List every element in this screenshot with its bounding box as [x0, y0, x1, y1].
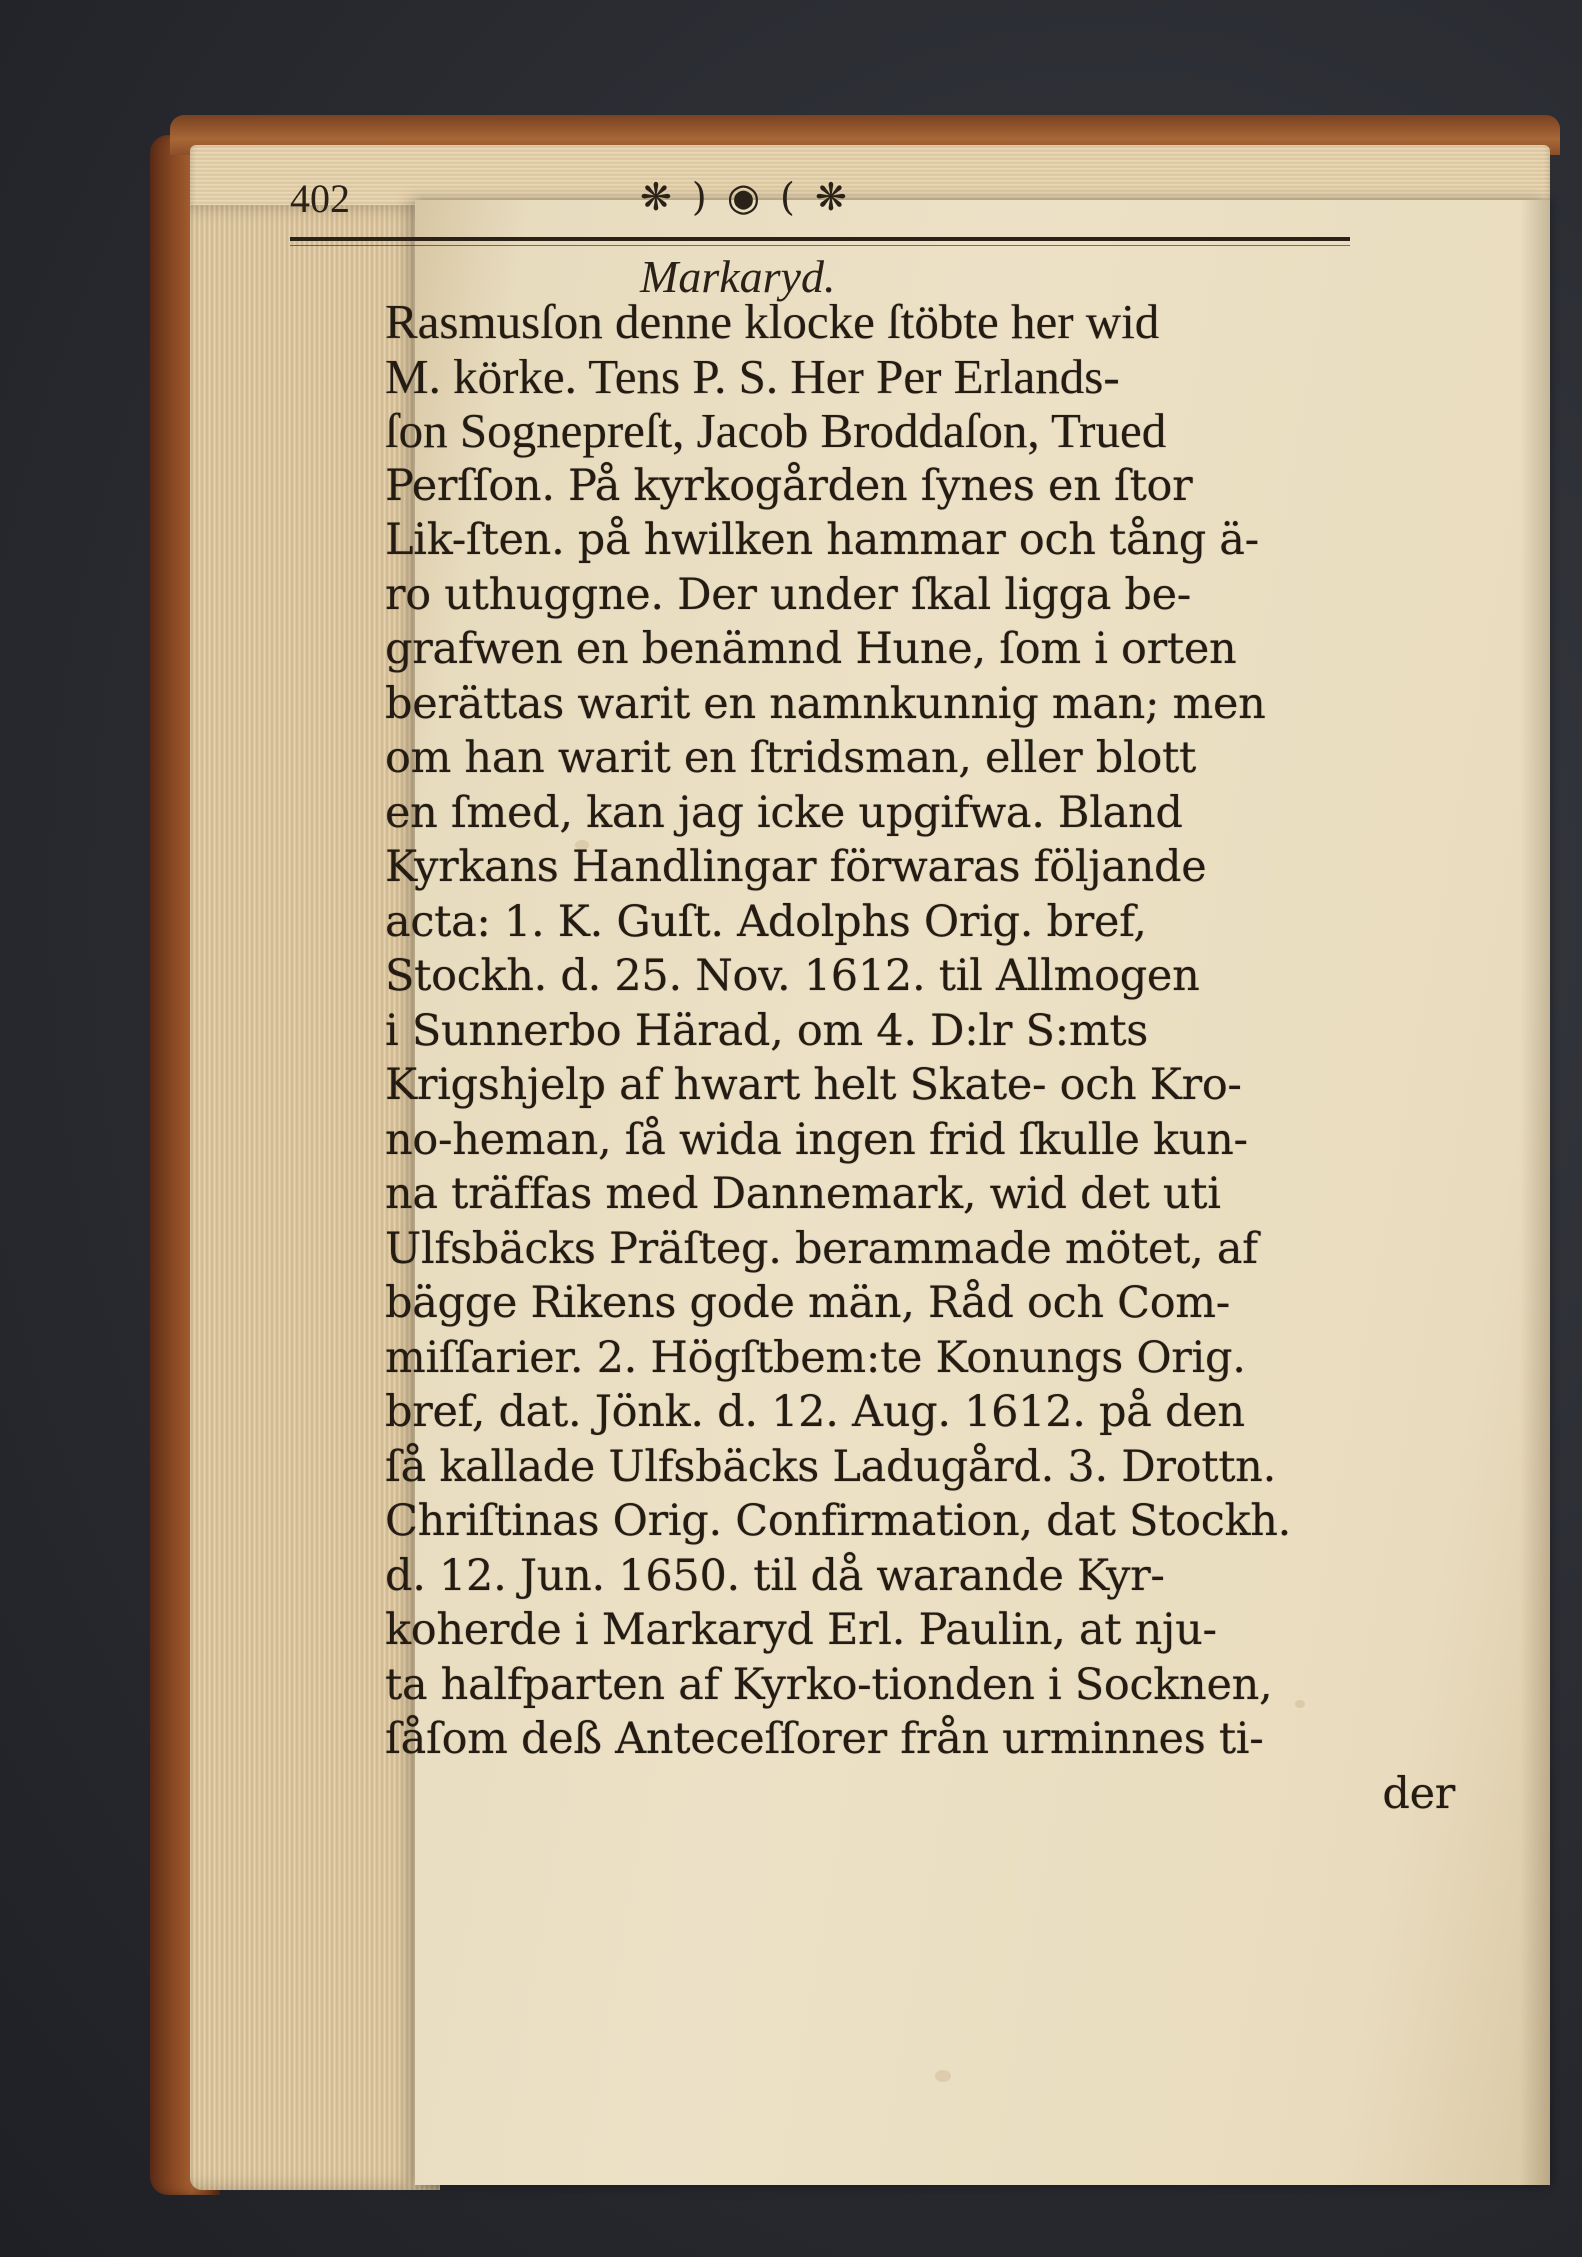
- text-line: M. körke. Tens P. S. Her Per Erlands-: [385, 348, 1120, 404]
- text-line: en ſmed, kan jag icke upgifwa. Bland: [385, 787, 1183, 838]
- text-line: no-heman, ſå wida ingen frid ſkulle kun-: [385, 1114, 1248, 1165]
- text-line: ſåſom deß Anteceſſorer från urminnes ti-: [385, 1714, 1264, 1764]
- text-line: Rasmusſon denne klocke ſtöbte her wid: [385, 294, 1160, 349]
- page-gutter-shadow: [1520, 200, 1550, 2185]
- text-line: Perſſon. På kyrkogården ſynes en ſtor: [385, 460, 1193, 511]
- text-line: ro uthuggne. Der under ſkal ligga be-: [385, 569, 1192, 620]
- running-header: [290, 175, 1360, 255]
- page-number: 402: [290, 176, 350, 221]
- text-line: berättas warit en namnkunnig man; men: [385, 678, 1266, 729]
- text-line: miſſarier. 2. Högſtbem:te Konungs Orig.: [385, 1332, 1246, 1383]
- text-line: grafwen en benämnd Hune, ſom i orten: [385, 624, 1237, 674]
- section-title: Markaryd.: [640, 251, 836, 302]
- text-line: bägge Rikens gode män, Råd och Com-: [385, 1278, 1231, 1328]
- text-line: ta halfparten af Kyrko-tionden i Socknen,: [385, 1659, 1273, 1710]
- header-rule: [290, 237, 1350, 241]
- text-line: Lik-ſten. på hwilken hammar och tång ä-: [385, 515, 1259, 565]
- header-rule-thin: [290, 245, 1350, 246]
- text-line: acta: 1. K. Guſt. Adolphs Orig. bref,: [385, 896, 1147, 947]
- foxing-spot: [935, 2070, 951, 2082]
- text-line: bref, dat. Jönk. d. 12. Aug. 1612. på den: [385, 1387, 1245, 1437]
- text-line: i Sunnerbo Härad, om 4. D:lr S:mts: [385, 1005, 1149, 1056]
- text-line: Kyrkans Handlingar förwaras följande: [385, 842, 1207, 892]
- text-line: Ulfsbäcks Präſteg. berammade mötet, af: [385, 1223, 1258, 1274]
- text-line: na träffas med Dannemark, wid det uti: [385, 1169, 1221, 1219]
- text-line: om han warit en ſtridsman, eller blott: [385, 733, 1197, 783]
- text-line: koherde i Markaryd Erl. Paulin, at nju-: [385, 1605, 1217, 1655]
- text-line: ſå kallade Ulfsbäcks Ladugård. 3. Drottn.: [385, 1441, 1276, 1492]
- body-text: [385, 295, 1510, 1821]
- text-line: ſon Sognepreſt, Jacob Broddaſon, Trued: [385, 403, 1167, 458]
- text-line: d. 12. Jun. 1650. til då warande Kyr-: [385, 1550, 1165, 1601]
- catchword: der: [1382, 1768, 1455, 1819]
- text-line: Krigshjelp af hwart helt Skate- och Kro-: [385, 1060, 1242, 1110]
- header-ornament: ❋ ) ◉ ( ❋: [640, 175, 851, 219]
- text-line: Chriſtinas Orig. Confirmation, dat Stockh.: [385, 1496, 1292, 1546]
- text-line: Stockh. d. 25. Nov. 1612. til Allmogen: [385, 951, 1200, 1001]
